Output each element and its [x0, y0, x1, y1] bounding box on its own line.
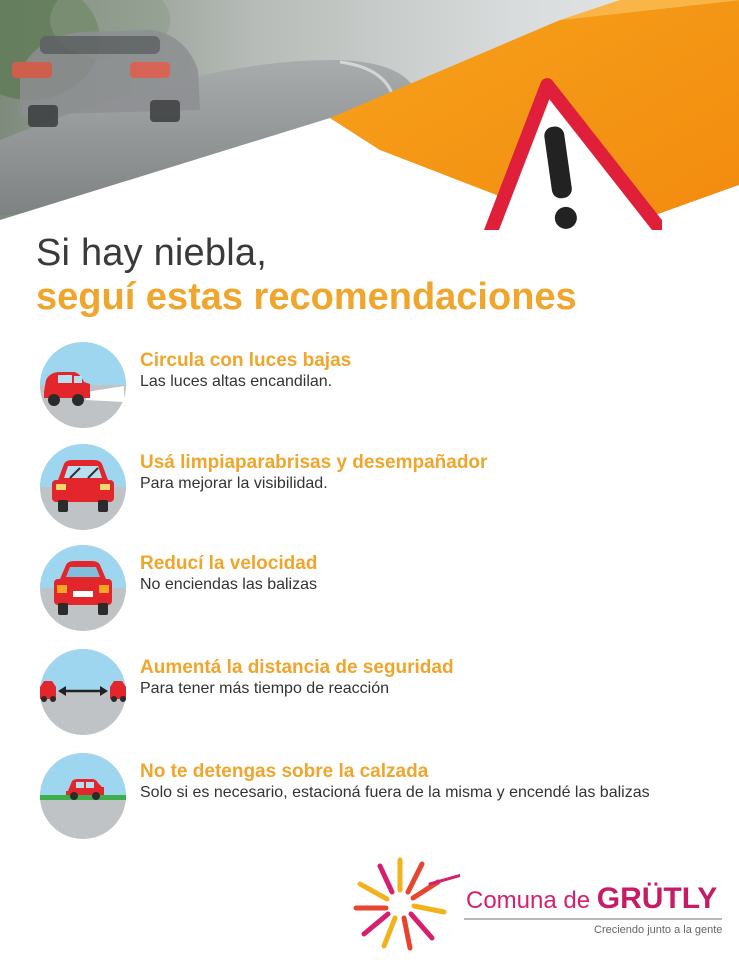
recommendation-2 — [38, 442, 718, 532]
logo-divider — [464, 918, 722, 920]
car-wipers-icon — [38, 442, 128, 532]
car-rear-icon — [38, 543, 128, 633]
page-title-line2: seguí estas recomendaciones — [36, 276, 577, 318]
page-title-line1: Si hay niebla, — [36, 232, 267, 274]
recommendation-desc: Para tener más tiempo de reacción — [140, 680, 390, 697]
recommendation-3 — [38, 543, 718, 633]
sunburst-logo-icon — [350, 852, 460, 952]
recommendation-heading: Circula con luces bajas — [140, 350, 352, 371]
recommendation-1 — [38, 340, 718, 430]
recommendation-desc: Solo si es necesario, estacioná fuera de la misma y encendé las balizas — [140, 784, 650, 801]
logo-tagline: Creciendo junto a la gente — [594, 924, 723, 936]
recommendation-4 — [38, 647, 718, 737]
logo-name: Comuna de GRÜTLY — [466, 882, 718, 915]
car-low-beam-icon — [38, 340, 128, 430]
recommendation-desc: No enciendas las balizas — [140, 576, 317, 593]
car-parked-icon — [38, 751, 128, 841]
warning-triangle-icon — [462, 76, 662, 230]
recommendation-desc: Para mejorar la visibilidad. — [140, 475, 328, 492]
recommendation-desc: Las luces altas encandilan. — [140, 373, 333, 390]
car-distance-icon — [38, 647, 128, 737]
comuna-logo — [350, 852, 730, 952]
recommendation-heading: Usá limpiaparabrisas y desempañador — [140, 452, 488, 473]
recommendation-heading: Reducí la velocidad — [140, 553, 318, 574]
recommendation-heading: Aumentá la distancia de seguridad — [140, 657, 454, 678]
recommendation-heading: No te detengas sobre la calzada — [140, 761, 429, 782]
recommendation-5 — [38, 751, 718, 841]
hero-image — [0, 0, 739, 230]
